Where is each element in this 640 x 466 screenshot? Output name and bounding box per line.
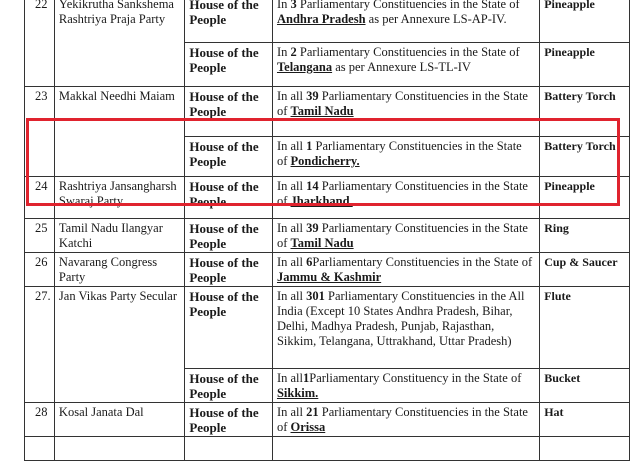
state-name: Jharkhand. <box>290 194 353 208</box>
house-label: House of the People <box>185 219 273 253</box>
desc-prefix: In all <box>276 89 307 103</box>
table-row <box>25 177 630 219</box>
row-number: 23 <box>25 87 55 177</box>
house-label <box>185 437 273 461</box>
constituency-description <box>272 403 539 437</box>
constituency-description <box>272 137 539 177</box>
desc-middle: Parliamentary Constituencies in the State of <box>276 139 522 168</box>
house-label: House of the People <box>185 137 273 177</box>
election-symbol: Pineapple <box>540 0 630 43</box>
party-name: Yekikrutha Sankshema Rashtriya Praja Party <box>54 0 184 87</box>
election-symbol: Hat <box>540 403 630 437</box>
desc-middle: Parliamentary Constituencies in the State of <box>276 179 528 208</box>
row-number: 26 <box>25 253 55 287</box>
state-name: Orissa <box>290 420 326 434</box>
constituency-count: 301 <box>306 289 325 303</box>
desc-middle: Parliamentary Constituencies in the State of <box>276 89 528 118</box>
constituency-description <box>272 177 539 219</box>
house-label: House of the People <box>185 177 273 219</box>
constituency-count: 3 <box>290 0 297 11</box>
constituency-count: 21 <box>306 405 319 419</box>
row-number: 24 <box>25 177 55 219</box>
state-name: Pondicherry. <box>290 154 360 168</box>
table-row <box>25 253 630 287</box>
house-label: House of the People <box>185 253 273 287</box>
table-row <box>25 287 630 369</box>
election-symbol: Pineapple <box>540 43 630 87</box>
election-symbol: Pineapple <box>540 177 630 219</box>
state-name: Tamil Nadu <box>290 236 354 250</box>
party-name: Makkal Needhi Maiam <box>54 87 184 177</box>
row-number: 27. <box>25 287 55 403</box>
house-label: House of the People <box>185 43 273 87</box>
constituency-count: 1 <box>303 371 310 385</box>
constituency-count: 1 <box>306 139 313 153</box>
desc-prefix: In all <box>276 371 304 385</box>
constituency-description <box>272 369 539 403</box>
table-body <box>25 0 630 461</box>
state-name: Andhra Pradesh <box>276 12 366 26</box>
table-row <box>25 403 630 437</box>
party-name: Jan Vikas Party Secular <box>54 287 184 403</box>
election-symbol: Battery Torch <box>540 87 630 137</box>
desc-prefix: In all <box>276 179 307 193</box>
table-row <box>25 0 630 43</box>
desc-middle: Parliamentary Constituencies in the State of <box>276 405 528 434</box>
constituency-description <box>272 253 539 287</box>
house-label: House of the People <box>185 87 273 137</box>
desc-suffix: as per Annexure LS-AP-IV. <box>365 12 507 26</box>
desc-suffix: as per Annexure LS-TL-IV <box>332 60 471 74</box>
election-symbol <box>540 437 630 461</box>
party-symbol-table <box>24 0 630 461</box>
row-number: 25 <box>25 219 55 253</box>
party-name: Navarang Congress Party <box>54 253 184 287</box>
constituency-count: 2 <box>290 45 297 59</box>
state-name: Jammu & Kashmir <box>276 270 382 284</box>
election-symbol: Bucket <box>540 369 630 403</box>
party-name: Rashtriya Jansangharsh Swaraj Party <box>54 177 184 219</box>
desc-prefix: In <box>276 45 291 59</box>
desc-middle: Parliamentary Constituencies in the State of <box>296 45 520 59</box>
constituency-description <box>272 43 539 87</box>
state-name: Sikkim. <box>276 386 319 400</box>
table-row <box>25 219 630 253</box>
desc-prefix: In all <box>276 289 307 303</box>
desc-prefix: In all <box>276 255 307 269</box>
constituency-description <box>272 0 539 43</box>
election-symbol: Ring <box>540 219 630 253</box>
constituency-count: 6 <box>306 255 313 269</box>
desc-prefix: In all <box>276 405 307 419</box>
constituency-count: 39 <box>306 221 319 235</box>
table-row <box>25 87 630 137</box>
house-label: House of the People <box>185 403 273 437</box>
constituency-count: 14 <box>306 179 319 193</box>
desc-middle: Parliamentary Constituency in the State of <box>309 371 522 385</box>
desc-prefix: In all <box>276 221 307 235</box>
row-number: 22 <box>25 0 55 87</box>
constituency-description <box>272 219 539 253</box>
desc-middle: Parliamentary Constituencies in the State of <box>312 255 533 269</box>
constituency-description <box>272 287 539 369</box>
desc-middle: Parliamentary Constituencies in the State of <box>296 0 520 11</box>
desc-middle: Parliamentary Constituencies in the All India (Except 10 States Andhra Pradesh, Bihar, Delhi, Madhya Pradesh, Punjab, Rajasthan, Sikkim, Telangana, Uttrakhand, Uttar Pradesh) <box>276 289 525 348</box>
party-name: Tamil Nadu Ilangyar Katchi <box>54 219 184 253</box>
row-number: 28 <box>25 403 55 437</box>
constituency-description <box>272 437 539 461</box>
house-label: House of the People <box>185 287 273 369</box>
party-name <box>54 437 184 461</box>
constituency-count: 39 <box>306 89 319 103</box>
house-label: House of the People <box>185 369 273 403</box>
desc-prefix: In all <box>276 139 307 153</box>
desc-prefix: In <box>276 0 291 11</box>
election-symbol: Flute <box>540 287 630 369</box>
party-name: Kosal Janata Dal <box>54 403 184 437</box>
state-name: Tamil Nadu <box>290 104 354 118</box>
election-symbol: Cup & Saucer <box>540 253 630 287</box>
election-symbol: Battery Torch <box>540 137 630 177</box>
row-number <box>25 437 55 461</box>
house-label: House of the People <box>185 0 273 43</box>
table-row <box>25 437 630 461</box>
constituency-description <box>272 87 539 137</box>
desc-middle: Parliamentary Constituencies in the State of <box>276 221 528 250</box>
state-name: Telangana <box>276 60 333 74</box>
